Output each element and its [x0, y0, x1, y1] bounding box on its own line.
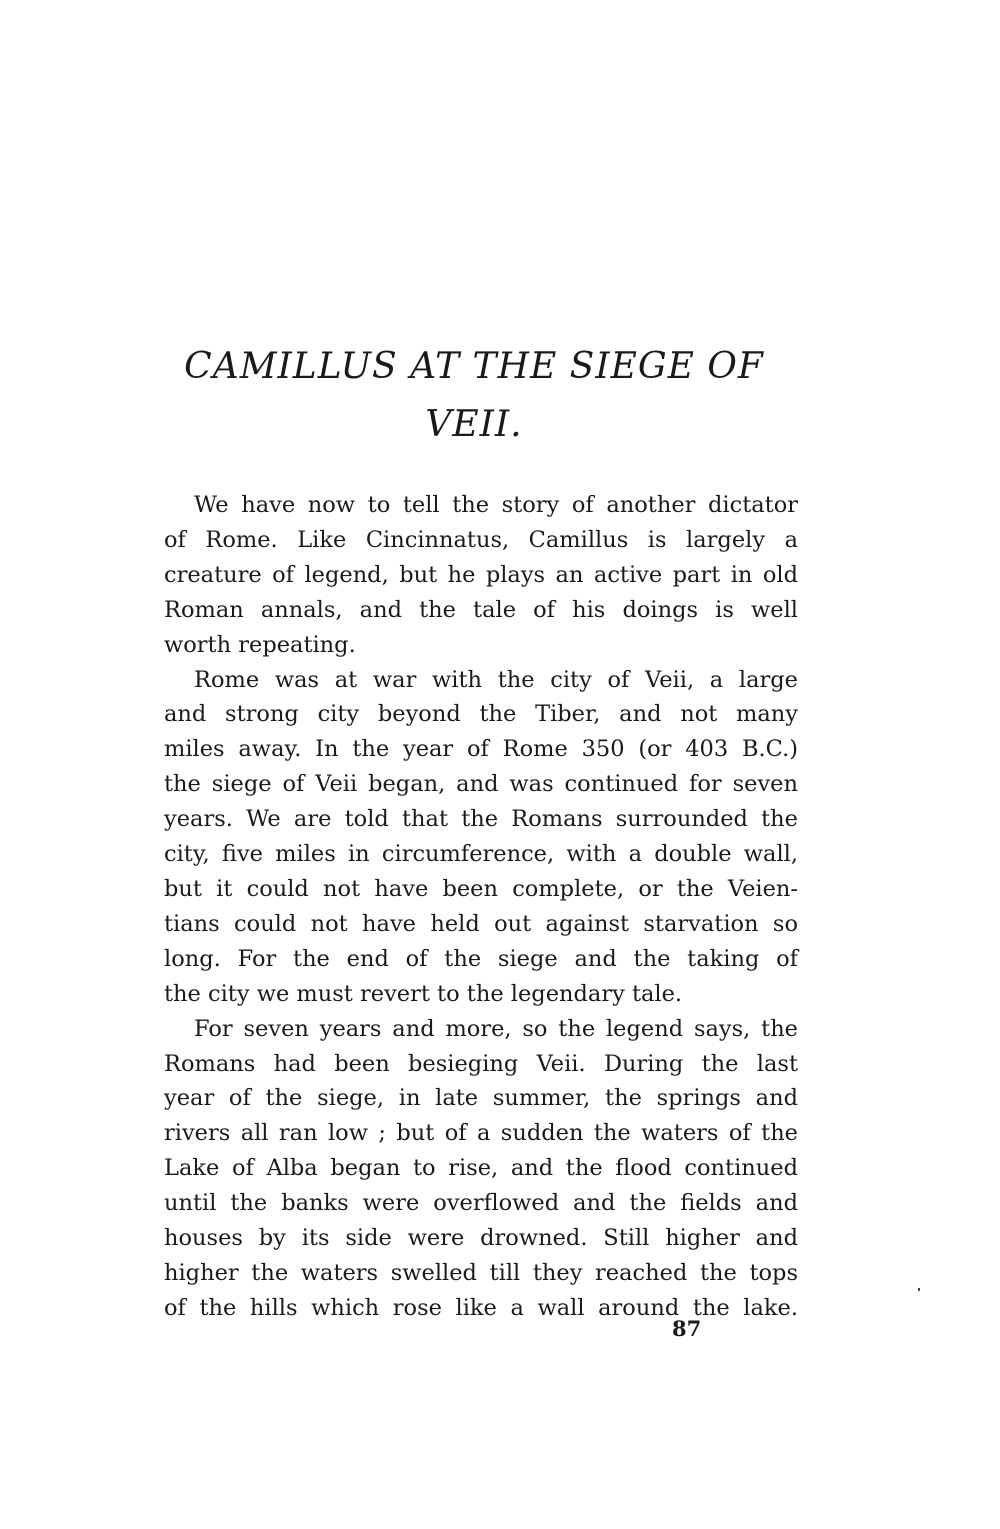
text-line: creature of legend, but he plays an active part in old	[164, 561, 798, 588]
chapter-title-line-1: CAMILLUS AT THE SIEGE OF	[184, 346, 764, 387]
text-line: tians could not have held out against starvation so	[164, 910, 798, 937]
text-line: the siege of Veii began, and was continued for seven	[164, 771, 798, 798]
text-line: We have now to tell the story of another dictator	[194, 492, 798, 518]
text-line: the city we must revert to the legendary tale.	[164, 980, 683, 1007]
text-line: long. For the end of the siege and the taking of	[164, 945, 798, 972]
text-line: and strong city beyond the Tiber, and not many	[164, 701, 798, 728]
text-line: Lake of Alba began to rise, and the flood continued	[164, 1155, 798, 1182]
text-line: years. We are told that the Romans surrounded the	[164, 806, 798, 833]
text-line: houses by its side were drowned. Still higher and	[164, 1225, 798, 1252]
text-line: of the hills which rose like a wall around the lake.	[164, 1294, 798, 1321]
text-line: year of the siege, in late summer, the springs and	[164, 1085, 798, 1112]
text-line: For seven years and more, so the legend says, the	[194, 1015, 798, 1042]
paragraph-1	[134, 488, 798, 663]
print-speck	[918, 1288, 920, 1291]
paragraph-3	[134, 1012, 798, 1326]
text-line: until the banks were overflowed and the fields and	[164, 1190, 798, 1217]
text-line: Rome was at war with the city of Veii, a large	[194, 666, 798, 693]
text-line: higher the waters swelled till they reached the tops	[164, 1259, 798, 1286]
page-number: 87	[672, 1316, 702, 1341]
text-line: rivers all ran low ; but of a sudden the waters of the	[164, 1120, 798, 1147]
chapter-title-line-2: VEII.	[425, 404, 523, 445]
chapter-title	[134, 338, 814, 454]
text-line: city, five miles in circumference, with a double wall,	[164, 841, 798, 868]
text-line: Roman annals, and the tale of his doings is well	[164, 596, 798, 623]
text-line: worth repeating.	[164, 631, 356, 658]
text-line: miles away. In the year of Rome 350 (or 403 B.C.)	[164, 736, 798, 763]
text-line: but it could not have been complete, or the Veien-	[164, 875, 798, 902]
chapter-body	[134, 488, 798, 1326]
text-line: Romans had been besieging Veii. During the last	[164, 1050, 798, 1077]
text-line: of Rome. Like Cincinnatus, Camillus is largely a	[164, 526, 798, 553]
paragraph-2	[134, 663, 798, 1012]
